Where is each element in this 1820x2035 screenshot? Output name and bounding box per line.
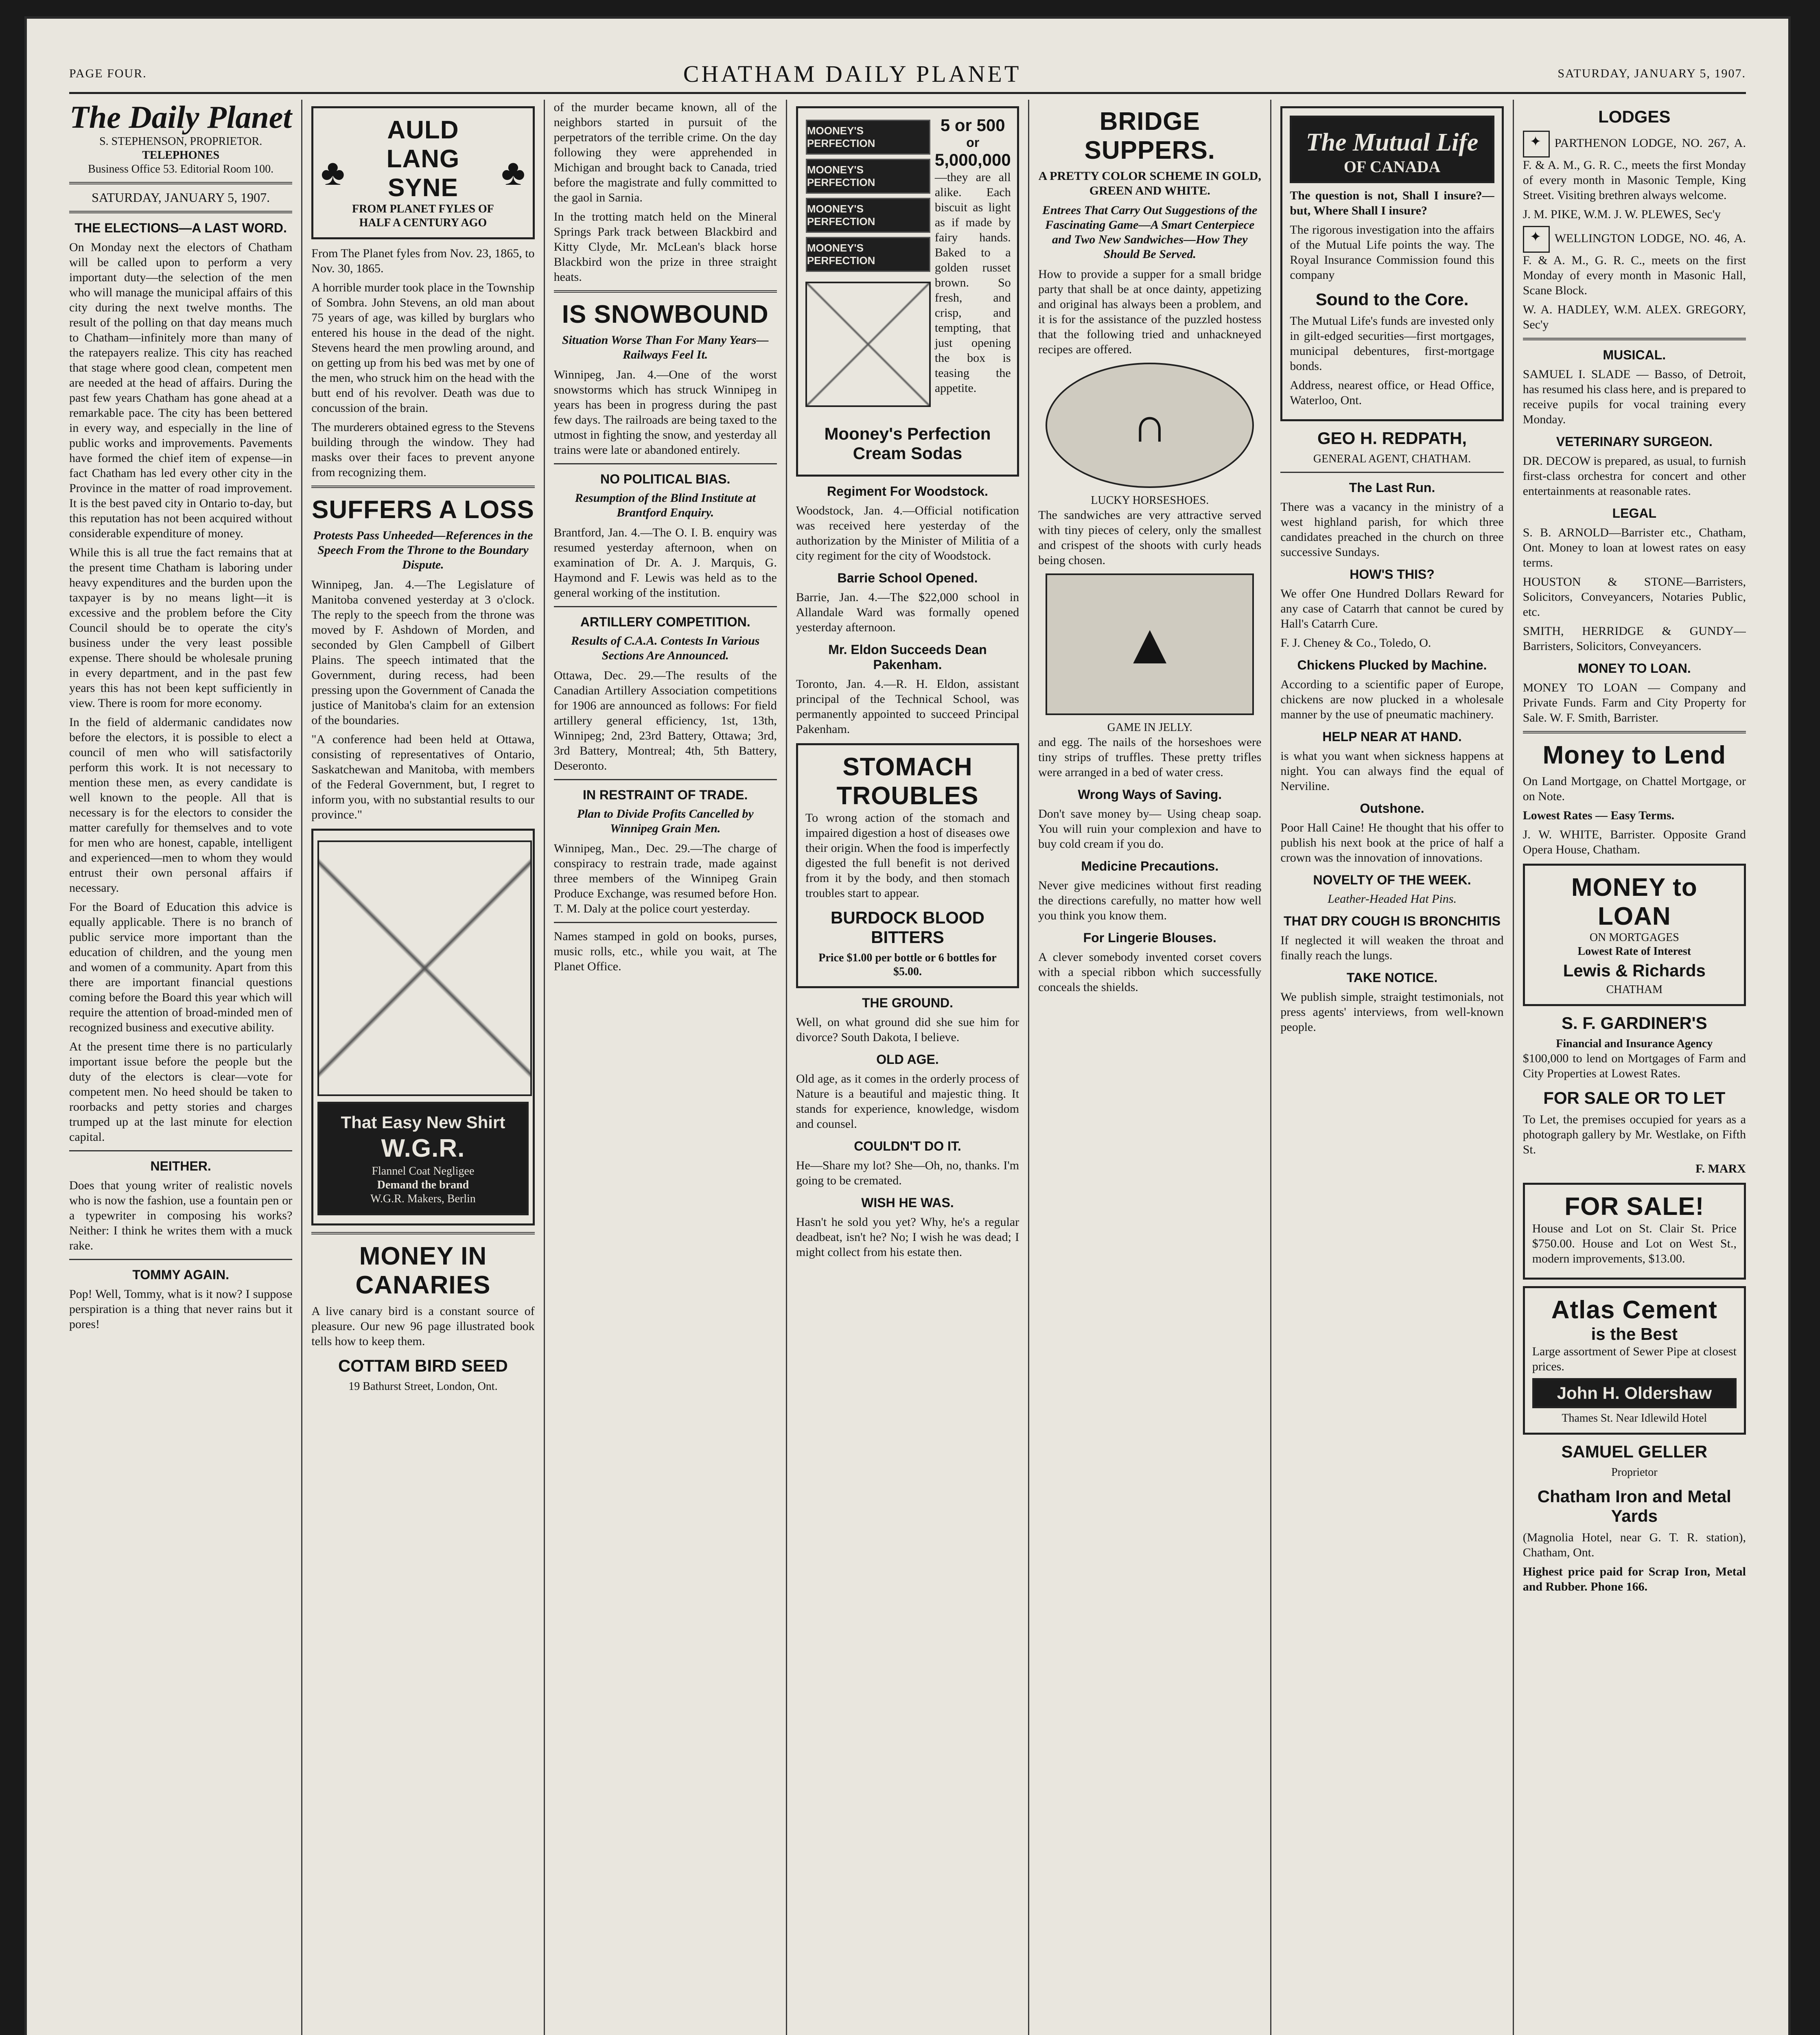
eldon-paragraph: Toronto, Jan. 4.—R. H. Eldon, assistant principal of the Technical School, was permanently appointed to succeed Principal Pakenham. bbox=[796, 677, 1019, 736]
cough-title: THAT DRY COUGH IS BRONCHITIS bbox=[1284, 914, 1501, 928]
cracker-box: MOONEY'S PERFECTION bbox=[806, 198, 930, 233]
column-3 bbox=[554, 100, 787, 2035]
editorial-paragraph: On Monday next the electors of Chatham will be called upon to perform a very important duty—the selection of the men who will manage the municipal affairs of this city during the next twelve months. The result of the polling on that day means much to Chatham—infinitely more than many of the ratepayers realize. This city has reached that stage where good clean, competent men are needed at the head of affairs. During the past few years Chatham has gone ahead at a remarkable pace. The city has been bettered in every way, and especially in the line of public works and improvements. Pavements have formed the chief item of expense—in fact Chatham has led every other city in the Province in the matter of road improvement. It is the best paved city in Ontario to-day, but this reputation has not been acquired without considerable expenditure of money. bbox=[69, 241, 293, 540]
cracker-box: MOONEY'S PERFECTION bbox=[806, 237, 930, 272]
suffers-title: SUFFERS A LOSS bbox=[312, 496, 534, 524]
couldnt-text: He—Share my lot? She—Oh, no, thanks. I'm going to be cremated. bbox=[796, 1159, 1019, 1187]
forsale-ad bbox=[1523, 1183, 1746, 1280]
regiment-title: Regiment For Woodstock. bbox=[827, 484, 988, 499]
cracker-text: —they are all alike. Each biscuit as light as if made by fairy hands. Baked to a golden russet brown. So fresh, and crisp, and tempting, that just opening the box is teasing the appetite. bbox=[934, 171, 1011, 395]
feature-title: AULD LANG SYNE bbox=[386, 116, 460, 202]
atlas-name: John H. Oldershaw bbox=[1557, 1383, 1712, 1403]
neither-title: NEITHER. bbox=[150, 1159, 211, 1173]
vet-text: DR. DECOW is prepared, as usual, to furnish first-class orchestra for concert and other entertainments at reasonable rates. bbox=[1522, 454, 1746, 498]
tommy-title: TOMMY AGAIN. bbox=[132, 1267, 229, 1282]
legal-text: SMITH, HERRIDGE & GUNDY—Barristers, Solicitors, Conveyancers. bbox=[1522, 624, 1746, 653]
couldnt-title: COULDN'T DO IT. bbox=[854, 1139, 961, 1153]
atlas-cement-ad bbox=[1523, 1286, 1746, 1435]
howsthis-signature: F. J. Cheney & Co., Toledo, O. bbox=[1280, 636, 1431, 650]
column-1 bbox=[69, 100, 302, 2035]
outshone-title: Outshone. bbox=[1360, 801, 1424, 816]
mutual-title: The Mutual Life bbox=[1306, 129, 1479, 156]
atlas-text: Large assortment of Sewer Pipe at closest prices. bbox=[1532, 1345, 1737, 1373]
horseshoe-icon: ∩ bbox=[1132, 398, 1168, 452]
nameplate: The Daily Planet bbox=[70, 100, 292, 135]
barrie-title: Barrie School Opened. bbox=[837, 571, 978, 585]
notice-title: TAKE NOTICE. bbox=[1346, 970, 1438, 985]
telephones-label: TELEPHONES bbox=[142, 149, 220, 162]
editorial-paragraph: While this is all true the fact remains that at the present time Chatham is laboring under heavy expenditures and the burden upon the taxpayer is by no means light—it is excessive and the problem before the City Council should be to operate the city's business under the very least possible expense. There should be wholesale pruning in every department, and in the past few years this has not been kept sufficiently in view. There is room for more economy. bbox=[69, 546, 293, 710]
sale2-text: House and Lot on St. Clair St. Price $750.00. House and Lot on West St., modern improvements, $13.00. bbox=[1532, 1222, 1737, 1265]
snowbound-title: IS SNOWBOUND bbox=[562, 300, 769, 328]
ground-text: Well, on what ground did she sue him for divorce? South Dakota, I believe. bbox=[796, 1015, 1019, 1044]
howsthis-text: We offer One Hundred Dollars Reward for any case of Catarrh that cannot be cured by Hall's Catarrh Cure. bbox=[1280, 587, 1504, 630]
geller-title: Chatham Iron and Metal Yards bbox=[1537, 1487, 1731, 1525]
canaries-text: A live canary bird is a constant source of pleasure. Our new 96 page illustrated book tells how to keep them. bbox=[311, 1304, 535, 1348]
column-5 bbox=[1038, 100, 1271, 2035]
lodges-title: LODGES bbox=[1598, 107, 1671, 126]
gardiner-text: $100,000 to lend on Mortgages of Farm and City Properties at Lowest Rates. bbox=[1522, 1052, 1746, 1080]
baker-illustration bbox=[805, 282, 931, 407]
divider bbox=[69, 1150, 292, 1151]
lodge-officers: W. A. HADLEY, W.M. ALEX. GREGORY, Sec'y bbox=[1522, 303, 1746, 331]
howsthis-title: HOW'S THIS? bbox=[1350, 567, 1435, 582]
mutual-core: Sound to the Core. bbox=[1315, 290, 1469, 309]
trade-paragraph: Winnipeg, Man., Dec. 29.—The charge of conspiracy to restrain trade, made against three members of the Winnipeg Grain Produce Exchange, was resumed before Hon. T. M. Daly at the police court yesterday. bbox=[553, 842, 777, 915]
geller-name: SAMUEL GELLER bbox=[1561, 1442, 1708, 1461]
bias-paragraph: Brantford, Jan. 4.—The O. I. B. enquiry was resumed yesterday afternoon, when on examination of Dr. A. J. Marquis, G. Haymond and F. Lewis was held as to the general working of the institution. bbox=[553, 526, 777, 600]
clover-icon: ♣ bbox=[321, 152, 345, 193]
stomach-ad bbox=[796, 743, 1019, 988]
eldon-title: Mr. Eldon Succeeds Dean Pakenham. bbox=[828, 642, 987, 672]
columns bbox=[69, 100, 1746, 2035]
snowbound-paragraph: Winnipeg, Jan. 4.—One of the worst snowstorms which has struck Winnipeg in years has been in progress during the past few days. The railroads are being taxed to the utmost in fighting the snow, and yesterday all trains were late or abandoned entirely. bbox=[553, 368, 777, 457]
jelly-mold-icon: ▲ bbox=[1121, 613, 1178, 676]
atlas-subtitle: is the Best bbox=[1591, 1324, 1678, 1344]
wish-title: WISH HE WAS. bbox=[861, 1195, 954, 1210]
saving-text: Don't save money by— Using cheap soap. You will ruin your complexion and have to buy cold cream if you do. bbox=[1038, 807, 1262, 851]
mutual-life-ad bbox=[1280, 106, 1503, 421]
divider bbox=[1280, 472, 1503, 473]
legal-text: S. B. ARNOLD—Barrister etc., Chatham, Ont. Money to loan at lowest rates on easy terms. bbox=[1522, 526, 1746, 569]
neither-text: Does that young writer of realistic novels who is now the fashion, use a fountain pen or a typewriter in composing his works? Neither: I think he writes them with a muck rake. bbox=[69, 1179, 293, 1252]
musical-text: SAMUEL I. SLADE — Basso, of Detroit, has resumed his class here, and is prepared to receive pupils for vocal training every Monday. bbox=[1522, 368, 1746, 426]
horseshoes-illustration bbox=[1046, 363, 1254, 488]
lend-contact: J. W. WHITE, Barrister. Opposite Grand Opera House, Chatham. bbox=[1522, 828, 1746, 856]
masonic-emblem-icon bbox=[1523, 226, 1550, 253]
cracker-headline: 5 or 500 bbox=[940, 116, 1005, 135]
lewis-richards-ad bbox=[1523, 864, 1746, 1006]
sale2-title: FOR SALE! bbox=[1564, 1193, 1704, 1221]
trade-subtitle: Plan to Divide Profits Cancelled by Winnipeg Grain Men. bbox=[577, 807, 754, 835]
issue-date: SATURDAY, JANUARY 5, 1907. bbox=[1558, 67, 1746, 80]
divider bbox=[311, 1232, 534, 1234]
trotting-paragraph: In the trotting match held on the Mineral Springs Park track between Blackbird and Kitty Clyde, Mr. McLean's black horse Blackbird won the prize in three straight heats. bbox=[553, 210, 777, 284]
column-7 bbox=[1523, 100, 1746, 2035]
mutual-address: Address, nearest office, or Head Office, Waterloo, Ont. bbox=[1290, 379, 1494, 407]
medicine-title: Medicine Precautions. bbox=[1081, 859, 1219, 873]
notice-text: We publish simple, straight testimonials, not press agents' interviews, from well-known people. bbox=[1280, 990, 1504, 1034]
cracker-headline: 5,000,000 bbox=[934, 150, 1011, 169]
stomach-title: TROUBLES bbox=[836, 782, 979, 810]
cracker-boxes bbox=[805, 120, 931, 413]
loan-title: MONEY TO LOAN. bbox=[1577, 661, 1691, 676]
masonic-emblem-icon bbox=[1523, 131, 1550, 158]
help-text: is what you want when sickness happens at night. You can always find the equal of Nerviline. bbox=[1280, 749, 1504, 793]
lodge-notice: ✦PARTHENON LODGE, NO. 267, A. F. & A. M., G. R. C., meets the first Monday of every month in Masonic Temple, King Street. Visiting brethren always welcome. bbox=[1523, 131, 1746, 203]
forsale-text: To Let, the premises occupied for years as a photograph gallery by Mr. Westlake, on Fifth St. bbox=[1522, 1113, 1746, 1156]
ground-title: THE GROUND. bbox=[862, 996, 953, 1010]
auld-lang-syne-banner bbox=[311, 106, 534, 239]
shirt-ad-title: That Easy New Shirt bbox=[341, 1113, 505, 1132]
lewis-rate: Lowest Rate of Interest bbox=[1577, 945, 1691, 958]
lodge-notice: ✦WELLINGTON LODGE, NO. 46, A. F. & A. M., G. R. C., meets on the first Monday of every month in Masonic Hall, Scane Block. bbox=[1523, 226, 1746, 298]
oldage-title: OLD AGE. bbox=[876, 1052, 939, 1067]
bridge-title: BRIDGE SUPPERS. bbox=[1084, 107, 1216, 164]
legal-text: HOUSTON & STONE—Barristers, Solicitors, Conveyancers, Notaries Public, etc. bbox=[1522, 575, 1746, 619]
column-6 bbox=[1280, 100, 1514, 2035]
divider bbox=[554, 922, 777, 923]
lastrun-title: The Last Run. bbox=[1349, 480, 1435, 495]
mutual-subtitle: OF CANADA bbox=[1343, 158, 1441, 176]
lewis-title: MONEY to LOAN bbox=[1571, 873, 1698, 930]
divider bbox=[1523, 338, 1746, 340]
barrie-paragraph: Barrie, Jan. 4.—The $22,000 school in Allandale Ward was formally opened yesterday afternoon. bbox=[796, 591, 1019, 634]
bridge-paragraph: How to provide a supper for a small bridge party that shall be at once dainty, appetizing and original has always been a problem, and it is for the assistance of the puzzled hostess that the following tried and unhackneyed recipes are offered. bbox=[1038, 267, 1262, 356]
mutual-text: The Mutual Life's funds are invested only in gilt-edged securities—first mortgages, municipal debentures, first-mortgage bonds. bbox=[1290, 314, 1494, 373]
suffers-subtitle: Protests Pass Unheeded—References in the Speech From the Throne to the Boundary Dispute. bbox=[313, 529, 533, 571]
divider bbox=[69, 182, 292, 184]
shirt-ad-text: Flannel Coat Negligee bbox=[372, 1165, 475, 1177]
suffers-paragraph: Winnipeg, Jan. 4.—The Legislature of Manitoba convened yesterday at 3 o'clock. The reply to the speech from the throne was moved by F. Ashdown of Morden, and seconded by Glen Campbell of Gilbert Plains. The speech intimated that the Government, during recess, had been pressing upon the Government of Canada the justice of Manitoba's claim for an extension of the boundaries. bbox=[311, 578, 535, 727]
divider bbox=[69, 1259, 292, 1260]
shirt-illustration bbox=[317, 840, 532, 1096]
feature-paragraph: A horrible murder took place in the Township of Sombra. John Stevens, an old man about 75 years of age, was killed by burglars who entered his house in the dead of the night. Stevens heard the men prowling around, and on getting up from his bed was met by one of the men, who struck him on the head with the butt end of his revolver. Death was due to concussion of the brain. bbox=[311, 281, 535, 415]
clover-icon: ♣ bbox=[501, 152, 525, 193]
oldage-text: Old age, as it comes in the orderly process of Nature is a beautiful and majestic thing. It stands for experience, knowledge, wisdom and counsel. bbox=[796, 1072, 1019, 1131]
divider bbox=[554, 779, 777, 780]
jelly-caption: GAME IN JELLY. bbox=[1107, 721, 1192, 734]
editorial-paragraph: For the Board of Education this advice is equally applicable. There is no branch of public service more important than the education of children, and the young men and women of a community. Apart from this there are important financial questions coming before the Board this year which will require the attention of broad-minded men of recognized business and executive ability. bbox=[69, 900, 293, 1034]
editorial-date: SATURDAY, JANUARY 5, 1907. bbox=[92, 190, 270, 205]
lingerie-text: A clever somebody invented corset covers with a special ribbon which successfully conceals the shields. bbox=[1038, 950, 1262, 994]
bias-subtitle: Resumption of the Blind Institute at Brantford Enquiry. bbox=[575, 491, 756, 519]
bridge-paragraph: and egg. The nails of the horseshoes were tiny strips of truffles. These pretty trifles were arranged in a bed of water cress. bbox=[1038, 735, 1262, 779]
bridge-subtitle-2: Entrees That Carry Out Suggestions of the Fascinating Game—A Smart Centerpiece and Two New Sandwiches—How They Should Be Served. bbox=[1042, 204, 1258, 261]
novelty-subtitle: Leather-Headed Hat Pins. bbox=[1328, 892, 1457, 906]
gardiner-subtitle: Financial and Insurance Agency bbox=[1556, 1037, 1713, 1050]
trade-title: IN RESTRAINT OF TRADE. bbox=[583, 788, 748, 802]
lend-terms: Lowest Rates — Easy Terms. bbox=[1522, 809, 1675, 822]
help-title: HELP NEAR AT HAND. bbox=[1322, 729, 1462, 744]
outshone-text: Poor Hall Caine! He thought that his offer to publish his next book at the price of half a crown was the innovation of innovations. bbox=[1280, 821, 1504, 864]
agent-title: GENERAL AGENT, CHATHAM. bbox=[1313, 453, 1471, 465]
geller-role: Proprietor bbox=[1611, 1466, 1658, 1479]
artillery-subtitle: Results of C.A.A. Contests In Various Sections Are Announced. bbox=[571, 634, 760, 662]
lend-title: Money to Lend bbox=[1542, 741, 1726, 769]
lingerie-title: For Lingerie Blouses. bbox=[1083, 930, 1216, 945]
cracker-ad bbox=[796, 106, 1019, 477]
artillery-paragraph: Ottawa, Dec. 29.—The results of the Canadian Artillery Association competitions for 1906 are announced as follows: For field artillery general efficiency, 1st, 13th, Winnipeg; 2nd, 23rd Battery, Ottawa; 3rd, 3rd Battery, Montreal; 4th, 5th Battery, Deseronto. bbox=[553, 669, 777, 772]
cracker-box: MOONEY'S PERFECTION bbox=[806, 120, 930, 155]
musical-title: MUSICAL. bbox=[1603, 348, 1666, 362]
phone-numbers: Business Office 53. Editorial Room 100. bbox=[88, 163, 274, 175]
lewis-name: Lewis & Richards bbox=[1563, 961, 1706, 980]
divider bbox=[69, 211, 292, 213]
medicine-text: Never give medicines without first reading the directions carefully, no matter how well you think you know them. bbox=[1038, 879, 1262, 922]
names-notice: Names stamped in gold on books, purses, music rolls, etc., while you wait, at The Planet Office. bbox=[553, 930, 777, 973]
atlas-name-panel bbox=[1532, 1378, 1737, 1408]
legal-title: LEGAL bbox=[1612, 506, 1657, 521]
tommy-text: Pop! Well, Tommy, what is it now? I suppose perspiration is a thing that never rains but it pores! bbox=[69, 1287, 293, 1331]
burdock-price: Price $1.00 per bottle or 6 bottles for $5.00. bbox=[818, 952, 997, 978]
burdock-title: BURDOCK BLOOD BITTERS bbox=[830, 908, 984, 947]
bias-title: NO POLITICAL BIAS. bbox=[600, 472, 731, 486]
gardiner-title: S. F. GARDINER'S bbox=[1561, 1013, 1707, 1033]
agent-name: GEO H. REDPATH, bbox=[1317, 429, 1467, 448]
canaries-seed: COTTAM BIRD SEED bbox=[338, 1356, 508, 1375]
forsale-signature: F. MARX bbox=[1695, 1162, 1746, 1175]
murder-paragraph: of the murder became known, all of the neighbors started in pursuit of the perpetrators of the terrible crime. On the day following they were apprehended in Michigan and brought back to Canada, tried before the magistrate and fully committed to the gaol in Sarnia. bbox=[553, 101, 777, 204]
stomach-title: STOMACH bbox=[842, 753, 973, 781]
divider bbox=[554, 463, 777, 464]
feature-subtitle: FROM PLANET FYLES OF HALF A CENTURY AGO bbox=[352, 203, 494, 229]
novelty-title: NOVELTY OF THE WEEK. bbox=[1313, 873, 1471, 887]
shirt-brand: W.G.R. bbox=[381, 1134, 465, 1162]
loan-text: MONEY TO LOAN — Company and Private Funds. Farm and City Property for Sale. W. F. Smith, Barrister. bbox=[1522, 681, 1746, 724]
chicken-text: According to a scientific paper of Europe, chickens are now plucked in a wholesale manner by the use of pneumatic machinery. bbox=[1280, 678, 1504, 721]
divider bbox=[554, 290, 777, 293]
mutual-text: The rigorous investigation into the affairs of the Mutual Life points the way. The Royal Insurance Commission found this company bbox=[1290, 223, 1494, 282]
stomach-text: To wrong action of the stomach and impaired digestion a host of diseases owe their origin. When the food is imperfectly digested the full benefit is not derived from it by the body, and then stomach troubles start to appear. bbox=[805, 811, 1010, 900]
jelly-illustration bbox=[1046, 573, 1254, 715]
lastrun-text: There was a vacancy in the ministry of a west highland parish, for which three candidates preached in the church on three successive Sundays. bbox=[1280, 500, 1504, 559]
chicken-title: Chickens Plucked by Machine. bbox=[1297, 658, 1487, 672]
column-2 bbox=[311, 100, 545, 2035]
feature-paragraph: The murderers obtained egress to the Stevens building through the window. They had masks over their faces to prevent anyone from recognizing them. bbox=[311, 420, 535, 479]
cracker-brand: Mooney's Perfection Cream Sodas bbox=[824, 424, 991, 463]
wish-text: Hasn't he sold you yet? Why, he's a regular deadbeat, isn't he? No; I wish he was dead; I might collect from his estate then. bbox=[796, 1215, 1019, 1259]
regiment-paragraph: Woodstock, Jan. 4.—Official notification was received here yesterday of the authorization by the Minister of Militia of a city regiment for the city of Woodstock. bbox=[796, 504, 1019, 562]
divider bbox=[311, 486, 534, 488]
saving-title: Wrong Ways of Saving. bbox=[1078, 787, 1222, 802]
editorial-paragraph: In the field of aldermanic candidates now before the electors, it is possible to elect a council of men who will satisfactorily perform this work. It is not necessary to mention these men, as every candidate is well known to the people. All that is necessary is for the electors to consider the matter carefully for themselves and to vote for men who are honest, capable, intelligent and experienced—men to whom they would entrust their own personal affairs if necessary. bbox=[69, 716, 293, 895]
editorial-paragraph: At the present time there is no particularly important issue before the people but the duty of the electors is clear—vote for competent men. No heed should be taken to roorbacks and petty stories and charges trumped up at the last minute for election capital. bbox=[69, 1040, 293, 1144]
mutual-banner bbox=[1290, 116, 1494, 183]
forsale-title: FOR SALE OR TO LET bbox=[1543, 1088, 1726, 1107]
atlas-address: Thames St. Near Idlewild Hotel bbox=[1562, 1412, 1707, 1424]
artillery-title: ARTILLERY COMPETITION. bbox=[580, 615, 750, 629]
bridge-subtitle: A PRETTY COLOR SCHEME IN GOLD, GREEN AND WHITE. bbox=[1038, 169, 1261, 197]
snowbound-subtitle: Situation Worse Than For Many Years—Railways Feel It. bbox=[562, 333, 769, 361]
cough-text: If neglected it will weaken the throat and finally reach the lungs. bbox=[1280, 934, 1504, 962]
lewis-subtitle: ON MORTGAGES bbox=[1589, 931, 1679, 944]
divider bbox=[554, 606, 777, 607]
shirt-ad-demand: Demand the brand bbox=[377, 1179, 469, 1191]
atlas-title: Atlas Cement bbox=[1551, 1296, 1717, 1324]
bridge-paragraph: The sandwiches are very attractive served with tiny pieces of celery, only the smallest and crispest of the shoots with curly heads being chosen. bbox=[1038, 508, 1262, 567]
shirt-ad-makers: W.G.R. Makers, Berlin bbox=[370, 1193, 476, 1205]
lodge-officers: J. M. PIKE, W.M. J. W. PLEWES, Sec'y bbox=[1522, 208, 1721, 221]
lend-text: On Land Mortgage, on Chattel Mortgage, or on Note. bbox=[1522, 775, 1746, 803]
page-number: PAGE FOUR. bbox=[69, 67, 147, 80]
geller-note: Highest price paid for Scrap Iron, Metal and Rubber. Phone 166. bbox=[1522, 1565, 1746, 1593]
geller-address: (Magnolia Hotel, near G. T. R. station), Chatham, Ont. bbox=[1522, 1531, 1746, 1559]
paper-title: CHATHAM DAILY PLANET bbox=[683, 60, 1022, 87]
shirt-ad bbox=[311, 829, 534, 1225]
newspaper-page bbox=[24, 16, 1791, 2035]
page-header bbox=[69, 55, 1746, 94]
mutual-question: The question is not, Shall I insure?—but, Where Shall I insure? bbox=[1290, 189, 1494, 217]
editorial-title: THE ELECTIONS—A LAST WORD. bbox=[74, 221, 287, 235]
shirt-ad-panel bbox=[317, 1102, 528, 1215]
feature-paragraph: From The Planet fyles from Nov. 23, 1865, to Nov. 30, 1865. bbox=[311, 247, 535, 275]
divider bbox=[1523, 731, 1746, 733]
cracker-box: MOONEY'S PERFECTION bbox=[806, 159, 930, 194]
proprietor: S. STEPHENSON, PROPRIETOR. bbox=[99, 135, 262, 148]
lewis-city: CHATHAM bbox=[1606, 983, 1663, 996]
canaries-title: MONEY IN CANARIES bbox=[355, 1242, 491, 1299]
suffers-paragraph: "A conference had been held at Ottawa, consisting of representatives of Ontario, Saskatchewan and Manitoba, with members of the Federal Government, but, I regret to inform you, with no substantial results to our province." bbox=[311, 733, 535, 821]
vet-title: VETERINARY SURGEON. bbox=[1556, 434, 1713, 449]
cracker-headline: or bbox=[966, 135, 980, 150]
canaries-address: 19 Bathurst Street, London, Ont. bbox=[348, 1380, 498, 1393]
horseshoes-caption: LUCKY HORSESHOES. bbox=[1091, 494, 1209, 507]
column-4 bbox=[796, 100, 1029, 2035]
